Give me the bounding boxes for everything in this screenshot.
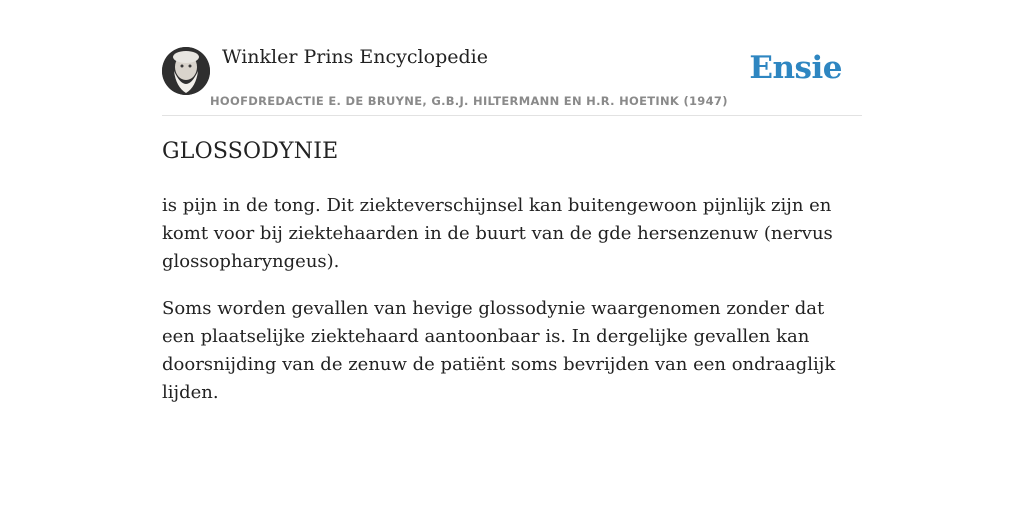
source-title[interactable]: Winkler Prins Encyclopedie — [222, 46, 488, 68]
entry-body — [162, 192, 852, 426]
author-avatar — [162, 47, 210, 95]
source-header — [162, 44, 862, 116]
ensie-logo-link[interactable]: Ensie — [749, 50, 842, 86]
entry-paragraph: is pijn in de tong. Dit ziekteverschijnsel kan buitengewoon pijnlijk zijn en komt voor bij ziektehaarden in de buurt van de gde hersenzenuw (nervus glossopharyngeus). — [162, 195, 833, 272]
entry-paragraph: Soms worden gevallen van hevige glossodynie waargenomen zonder dat een plaatselijke ziektehaard aantoonbaar is. In dergelijke gevallen kan doorsnijding van de zenuw de patiënt soms bevrijden van een ondraaglijk lijden. — [162, 298, 836, 403]
source-editors: HOOFDREDACTIE E. DE BRUYNE, G.B.J. HILTERMANN EN H.R. HOETINK (1947) — [210, 94, 728, 108]
entry-title: GLOSSODYNIE — [162, 139, 339, 164]
